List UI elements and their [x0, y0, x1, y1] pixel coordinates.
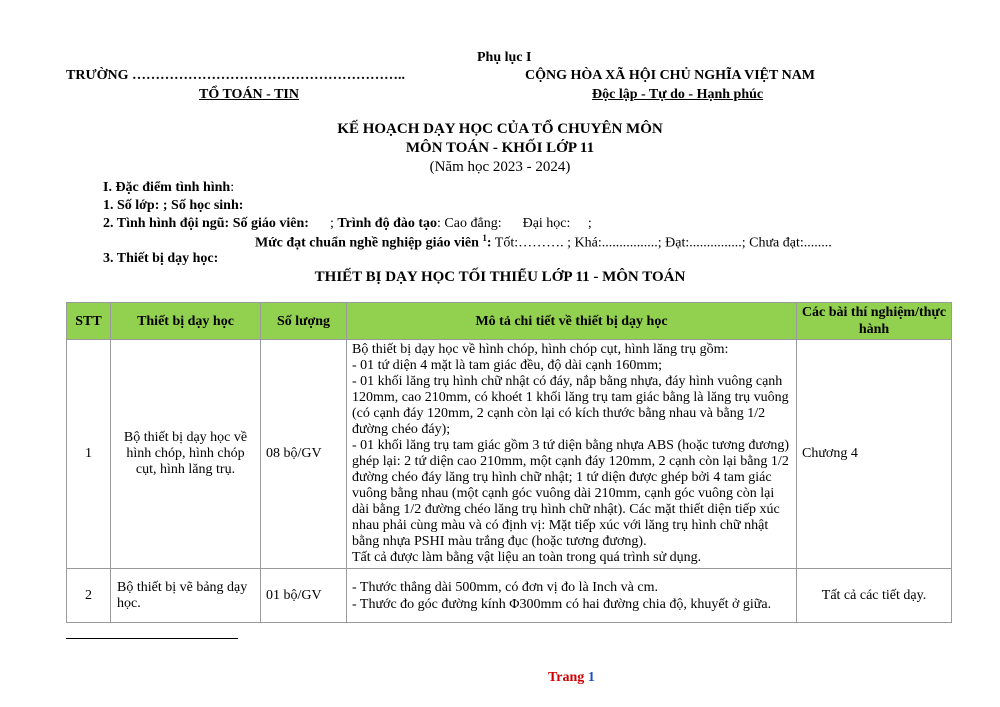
page-number-value: 1	[587, 670, 595, 685]
group-name: TỔ TOÁN - TIN	[199, 87, 299, 102]
row-practice: Tất cả các tiết dạy.	[797, 569, 952, 623]
header-device: Thiết bị dạy học	[111, 303, 261, 340]
row-quantity: 01 bộ/GV	[261, 569, 347, 623]
row-stt: 1	[67, 340, 111, 569]
standard-colon: :	[486, 235, 492, 251]
staff-line	[103, 216, 592, 232]
header-stt: STT	[67, 303, 111, 340]
national-motto: Độc lập - Tự do - Hạnh phúc	[592, 87, 764, 102]
row-device: Bộ thiết bị dạy học về hình chóp, hình chóp cụt, hình lăng trụ.	[111, 340, 261, 569]
staff-separator: ;	[308, 216, 338, 231]
page-label: Trang	[548, 670, 585, 685]
row-description: - Thước thẳng dài 500mm, có đơn vị đo là Inch và cm. - Thước đo góc đường kính Φ300mm có hai đường chia độ, khuyết ở giữa.	[347, 569, 797, 623]
training-level-values: : Cao đẳng: Đại học: ;	[437, 216, 592, 231]
table-row	[67, 569, 952, 623]
row-description: Bộ thiết bị dạy học về hình chóp, hình chóp cụt, hình lăng trụ gồm: - 01 tứ diện 4 mặt là tam giác đều, độ dài cạnh 160mm; - 01 khối lăng trụ hình chữ nhật có đáy, nắp bằng nhựa, đáy hình vuông cạnh 120mm, cao 210mm, có khoét 1 khối lăng trụ tam giác bằng là lăng trụ vuông (có cạnh đáy 120mm, 2 cạnh còn lại có kích thước bằng nhau và bằng 1/2 đường chéo đáy); - 01 khối lăng trụ tam giác gồm 3 tứ diện bằng nhựa ABS (hoặc tương đương) ghép lại: 2 tứ diện cao 210mm, một cạnh đáy 120mm, 2 cạnh còn lại bằng 1/2 đường chéo đáy lăng trụ hình chữ nhật; 1 tứ diện được ghép bởi 4 tam giác vuông bằng nhau (một cạnh góc vuông dài 210mm, cạnh góc vuông còn lại dài bằng 1/2 đường chéo lăng trụ hình chữ nhật). Các mặt thiết diện tiếp xúc nhau phải cùng màu và có định vị: Mặt tiếp xúc với lăng trụ hình chữ nhật bằng nhựa PSHI màu trắng đục (hoặc tương đương). Tất cả được làm bằng vật liệu an toàn trong quá trình sử dụng.	[347, 340, 797, 569]
school-year: (Năm học 2023 - 2024)	[429, 159, 571, 175]
header-description: Mô tả chi tiết về thiết bị dạy học	[347, 303, 797, 340]
page-number	[548, 670, 595, 686]
section-situation-heading	[103, 180, 234, 196]
row-stt: 2	[67, 569, 111, 623]
appendix-label: Phụ lục I	[477, 50, 532, 65]
equipment-table	[66, 302, 952, 623]
section-heading-colon: :	[230, 180, 235, 195]
staff-count-label: 2. Tình hình đội ngũ: Số giáo viên:	[103, 216, 309, 231]
table-header-row	[67, 303, 952, 340]
republic-heading: CỘNG HÒA XÃ HỘI CHỦ NGHĨA VIỆT NAM	[525, 68, 816, 83]
header-quantity: Số lượng	[261, 303, 347, 340]
row-device: Bộ thiết bị vẽ bảng dạy học.	[111, 569, 261, 623]
header-practice: Các bài thí nghiệm/thực hành	[797, 303, 952, 340]
footnote-ref: 1	[482, 233, 487, 243]
equipment-heading: 3. Thiết bị dạy học:	[103, 251, 219, 266]
row-quantity: 08 bộ/GV	[261, 340, 347, 569]
footnote-separator	[66, 638, 238, 639]
standard-line	[255, 233, 832, 252]
class-count-line: 1. Số lớp: ; Số học sinh:	[103, 198, 244, 213]
row-practice: Chương 4	[797, 340, 952, 569]
standard-values: Tốt:………. ; Khá:................; Đạt:...............; Chưa đạt:........	[491, 235, 832, 251]
table-row	[67, 340, 952, 569]
plan-subtitle: MÔN TOÁN - KHỐI LỚP 11	[405, 140, 595, 156]
standard-label: Mức đạt chuẩn nghề nghiệp giáo viên	[255, 235, 483, 251]
school-name-line: TRƯỜNG …………………………………………………..	[66, 68, 405, 83]
section-heading-text: I. Đặc điểm tình hình	[103, 180, 231, 195]
equipment-table-title: THIẾT BỊ DẠY HỌC TỐI THIỂU LỚP 11 - MÔN TOÁN	[314, 269, 686, 285]
training-level-label: Trình độ đào tạo	[337, 216, 438, 231]
plan-title: KẾ HOẠCH DẠY HỌC CỦA TỔ CHUYÊN MÔN	[337, 121, 663, 137]
